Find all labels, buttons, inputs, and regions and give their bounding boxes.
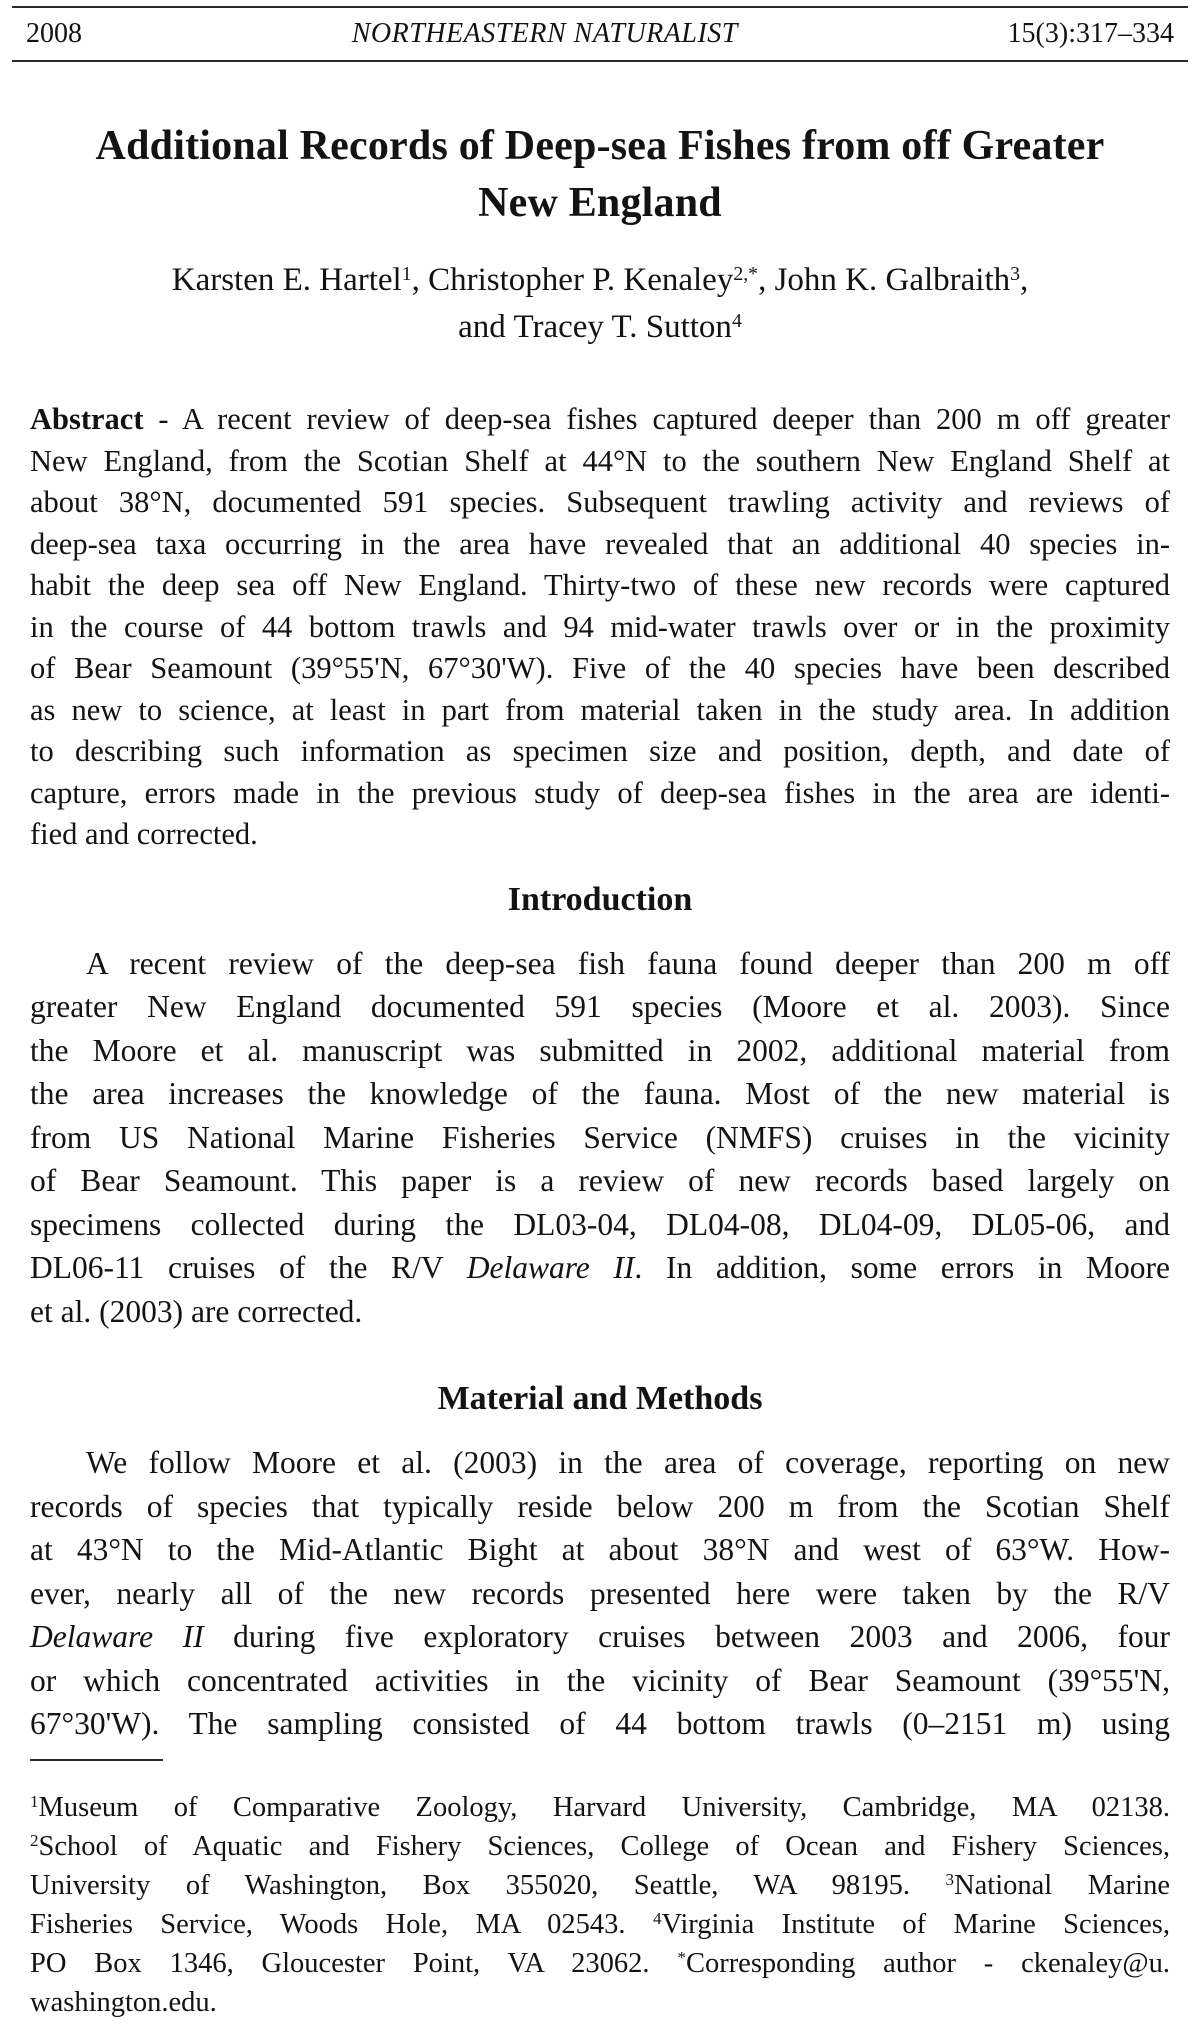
header-top-rule bbox=[12, 6, 1188, 8]
text-line: $^2$School of Aquatic and Fishery Sciences, College of Ocean and Fishery Sciences, bbox=[30, 1830, 1170, 1862]
section-heading-introduction: Introduction bbox=[507, 880, 693, 918]
text-line: Abstract - A recent review of deep-sea fishes captured deeper than 200 m off greater bbox=[30, 402, 1170, 436]
footnote-separator-rule bbox=[30, 1759, 163, 1761]
text-line: records of species that typically reside below 200 m from the Scotian Shelf bbox=[30, 1488, 1170, 1524]
footnotes-block bbox=[0, 1788, 1200, 2022]
text-line: A recent review of the deep-sea fish fauna found deeper than 200 m off bbox=[86, 945, 1170, 981]
abstract-paragraph bbox=[0, 399, 1200, 856]
text-line: 67°30'W). The sampling consisted of 44 bottom trawls (0–2151 m) using bbox=[30, 1706, 1170, 1741]
text-line: in the course of 44 bottom trawls and 94 mid-water trawls over or in the proximity bbox=[30, 609, 1170, 644]
section-heading-material-and-methods: Material and Methods bbox=[437, 1380, 763, 1417]
text-line: PO Box 1346, Gloucester Point, VA 23062. *Corresponding author - ckenaley@u. bbox=[30, 1947, 1170, 1979]
text-line: Fisheries Service, Woods Hole, MA 02543. $^4$Virginia Institute of Marine Sciences, bbox=[30, 1908, 1171, 1940]
text-line: washington.edu. bbox=[30, 1986, 217, 2018]
text-line: from US National Marine Fisheries Service (NMFS) cruises in the vicinity bbox=[30, 1119, 1170, 1155]
text-line: or which concentrated activities in the vicinity of Bear Seamount (39°55'N, bbox=[30, 1662, 1170, 1698]
text-line: of Bear Seamount (39°55'N, 67°30'W). Five of the 40 species have been described bbox=[30, 651, 1170, 685]
text-line: New England bbox=[478, 180, 722, 226]
material-and-methods-paragraph bbox=[0, 1441, 1200, 1746]
text-line: Karsten E. Hartel$^1$, Christopher P. Kenaley$^{2,*}$, John K. Galbraith$^3$, bbox=[171, 262, 1029, 298]
text-line: to describing such information as specimen size and position, depth, and date of bbox=[30, 734, 1170, 768]
text-line: at 43°N to the Mid-Atlantic Bight at about 38°N and west of 63°W. How- bbox=[30, 1532, 1170, 1567]
text-line: greater New England documented 591 species (Moore et al. 2003). Since bbox=[30, 989, 1170, 1024]
text-line: New England, from the Scotian Shelf at 44°N to the southern New England Shelf at bbox=[30, 443, 1170, 478]
text-line: the area increases the knowledge of the fauna. Most of the new material is bbox=[30, 1076, 1170, 1111]
introduction-paragraph bbox=[0, 942, 1200, 1334]
header-page-range: 15(3):317–334 bbox=[1007, 18, 1174, 49]
text-line: the Moore et al. manuscript was submitted in 2002, additional material from bbox=[30, 1032, 1170, 1068]
journal-header bbox=[0, 15, 1200, 53]
text-line: capture, errors made in the previous study of deep-sea fishes in the area are identi- bbox=[30, 775, 1170, 810]
header-bottom-rule bbox=[12, 60, 1188, 62]
text-line: fied and corrected. bbox=[30, 817, 258, 851]
text-line: as new to science, at least in part from material taken in the study area. In addition bbox=[30, 692, 1170, 727]
text-line: Delaware II during five exploratory cruises between 2003 and 2006, four bbox=[30, 1619, 1170, 1654]
text-line: We follow Moore et al. (2003) in the area of coverage, reporting on new bbox=[86, 1445, 1170, 1480]
text-line: University of Washington, Box 355020, Seattle, WA 98195. $^3$National Marine bbox=[30, 1869, 1170, 1901]
header-journal-title: NORTHEASTERN NATURALIST bbox=[351, 18, 738, 49]
text-line: about 38°N, documented 591 species. Subsequent trawling activity and reviews of bbox=[30, 485, 1170, 519]
text-line: deep-sea taxa occurring in the area have revealed that an additional 40 species in- bbox=[30, 526, 1170, 561]
text-line: specimens collected during the DL03-04, DL04-08, DL04-09, DL05-06, and bbox=[30, 1206, 1170, 1242]
text-line: habit the deep sea off New England. Thirty-two of these new records were captured bbox=[30, 568, 1170, 602]
journal-article-page bbox=[0, 6, 1200, 2027]
text-line: of Bear Seamount. This paper is a review of new records based largely on bbox=[30, 1163, 1170, 1198]
article-authors bbox=[0, 257, 1200, 351]
text-line: et al. (2003) are corrected. bbox=[30, 1293, 363, 1329]
text-line: and Tracey T. Sutton$^4$ bbox=[458, 309, 742, 345]
header-year: 2008 bbox=[26, 18, 82, 49]
text-line: DL06-11 cruises of the R/V Delaware II. In addition, some errors in Moore bbox=[30, 1250, 1170, 1285]
article-title bbox=[0, 118, 1200, 232]
text-line: ever, nearly all of the new records presented here were taken by the R/V bbox=[30, 1575, 1170, 1611]
text-line: $^1$Museum of Comparative Zoology, Harvard University, Cambridge, MA 02138. bbox=[30, 1791, 1170, 1823]
text-line: Additional Records of Deep-sea Fishes from off Greater bbox=[95, 123, 1105, 169]
